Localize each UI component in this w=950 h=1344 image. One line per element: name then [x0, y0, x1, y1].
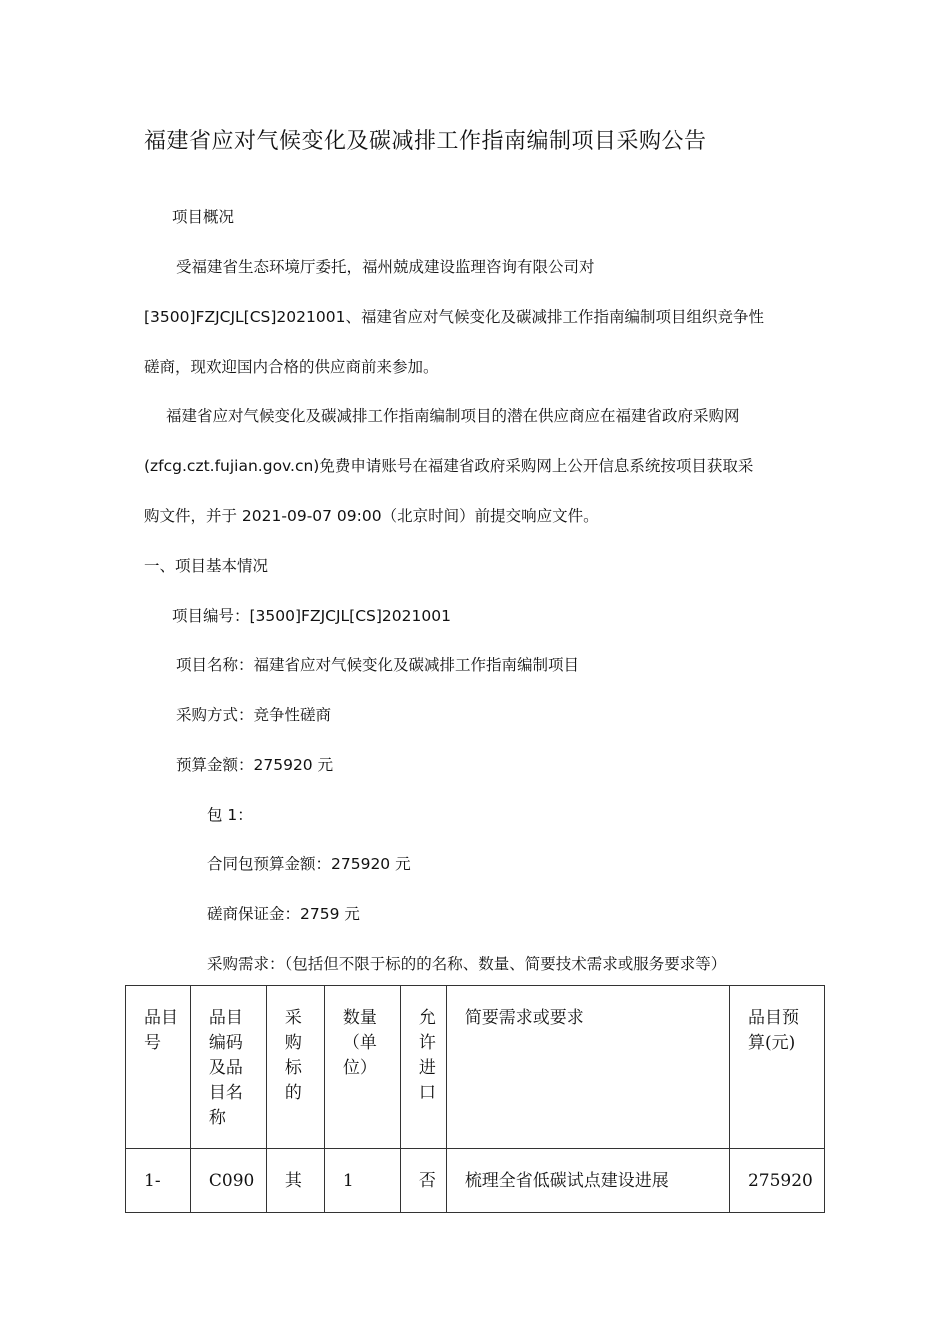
- project-number: 项目编号：[3500]FZJCJL[CS]2021001: [172, 607, 451, 625]
- table-header-cell: 品目编码及品目名称: [190, 986, 266, 1149]
- table-cell: 1-: [126, 1149, 191, 1213]
- notice-text-line: 福建省应对气候变化及碳减排工作指南编制项目的潜在供应商应在福建省政府采购网: [166, 407, 740, 425]
- overview-heading: 项目概况: [172, 208, 235, 226]
- section-heading: 一、项目基本情况: [144, 557, 269, 575]
- table-header-cell: 简要需求或要求: [446, 986, 729, 1149]
- table-header-cell: 品目号: [126, 986, 191, 1149]
- table-cell: 否: [400, 1149, 446, 1213]
- notice-text-line: (zfcg.czt.fujian.gov.cn)免费申请账号在福建省政府采购网上公开信息系统按项目获取采: [144, 457, 754, 475]
- package-budget: 合同包预算金额：275920 元: [207, 855, 411, 873]
- table-cell: 梳理全省低碳试点建设进展: [446, 1149, 729, 1213]
- table-header-cell: 数量（单位）: [324, 986, 400, 1149]
- requirements-table: [125, 985, 825, 1213]
- notice-text-line: 购文件，并于 2021-09-07 09:00（北京时间）前提交响应文件。: [144, 507, 599, 525]
- table-header-cell: 品目预算(元): [729, 986, 824, 1149]
- table-header-cell: 允许进口: [400, 986, 446, 1149]
- table-cell: C090: [190, 1149, 266, 1213]
- table-row: [126, 1149, 825, 1213]
- table-cell: 其: [266, 1149, 324, 1213]
- page-title: 福建省应对气候变化及碳减排工作指南编制项目采购公告: [144, 129, 707, 154]
- requirements-intro: 采购需求：（包括但不限于标的的名称、数量、简要技术需求或服务要求等）: [207, 955, 727, 973]
- table-cell: 1: [324, 1149, 400, 1213]
- budget-amount: 预算金额：275920 元: [176, 756, 334, 774]
- deposit-amount: 磋商保证金：2759 元: [207, 905, 360, 923]
- overview-text-line: 受福建省生态环境厅委托，福州兢成建设监理咨询有限公司对: [176, 258, 595, 276]
- procurement-method: 采购方式：竞争性磋商: [176, 706, 332, 724]
- overview-text-line: 磋商，现欢迎国内合格的供应商前来参加。: [144, 358, 439, 376]
- overview-text-line: [3500]FZJCJL[CS]2021001、福建省应对气候变化及碳减排工作指南编制项目组织竞争性: [144, 308, 764, 326]
- table-header-cell: 采购标的: [266, 986, 324, 1149]
- table-cell: 275920: [729, 1149, 824, 1213]
- package-label: 包 1：: [207, 806, 253, 824]
- project-name: 项目名称：福建省应对气候变化及碳减排工作指南编制项目: [176, 656, 580, 674]
- table-header-row: [126, 986, 825, 1149]
